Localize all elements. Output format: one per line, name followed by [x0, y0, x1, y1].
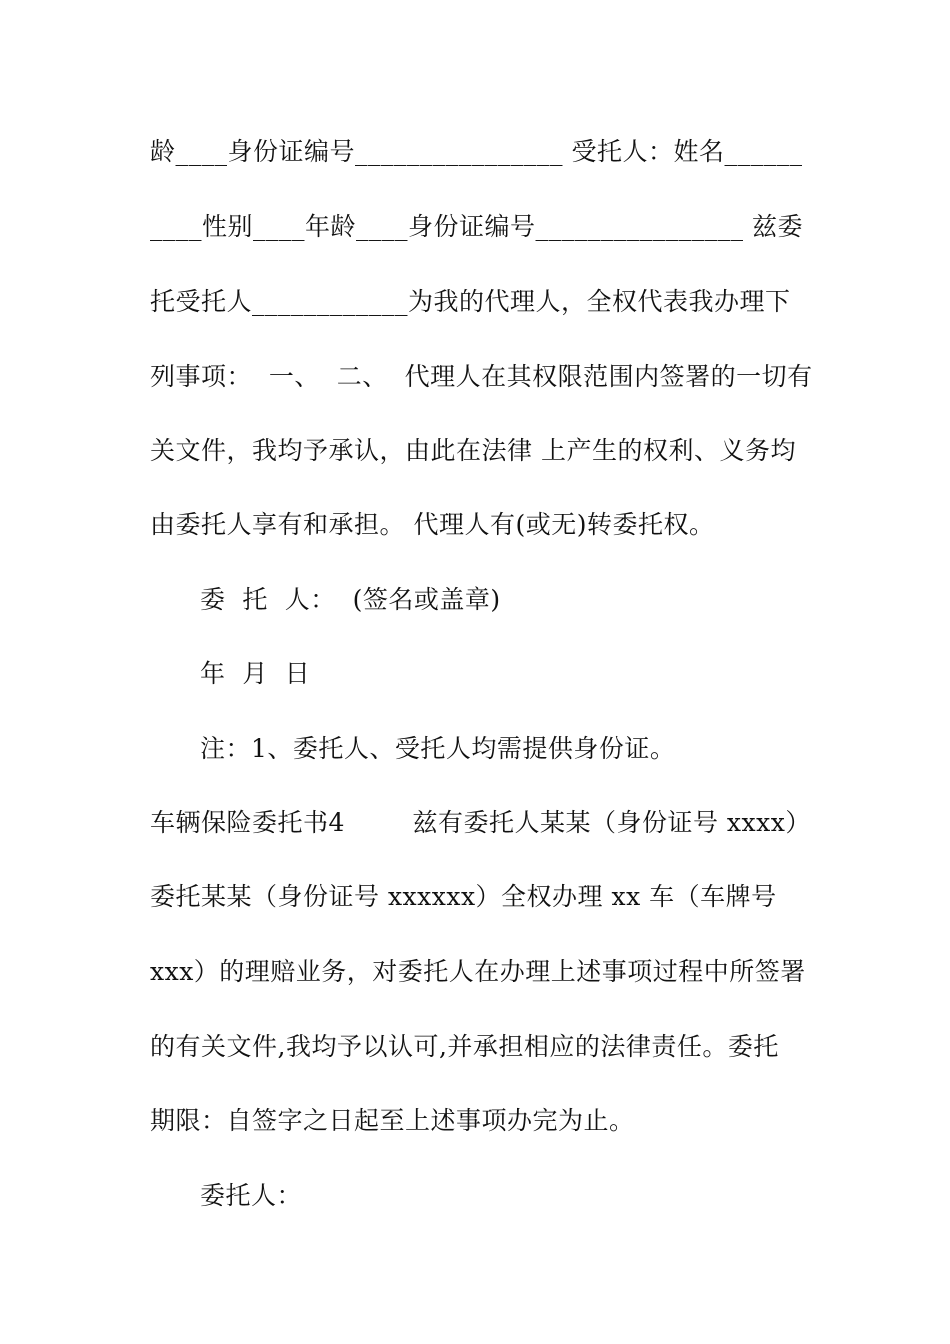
text-line: 的有关文件,我均予以认可,并承担相应的法律责任。委托	[150, 1032, 779, 1061]
text-line: xxx）的理赔业务，对委托人在办理上述事项过程中所签署	[150, 957, 806, 986]
text-line: 委托某某（身份证号 xxxxxx）全权办理 xx 车（车牌号	[150, 882, 777, 911]
signature-label: 委 托 人： (签名或盖章)	[200, 585, 501, 614]
signature-label: 委托人：	[200, 1181, 303, 1210]
text-line: 托受托人____________为我的代理人，全权代表我办理下	[150, 287, 791, 316]
text-line: ____性别____年龄____身份证编号________________ 兹委	[150, 212, 803, 241]
text-line: 关文件，我均予承认，由此在法律 上产生的权利、义务均	[150, 436, 796, 465]
text-line: 期限：自签字之日起至上述事项办完为止。	[150, 1106, 635, 1135]
date-line: 年 月 日	[200, 659, 311, 688]
text-line: 由委托人享有和承担。 代理人有(或无)转委托权。	[150, 510, 715, 539]
text-line: 列事项： 一、 二、 代理人在其权限范围内签署的一切有	[150, 362, 813, 391]
note-line: 注：1、委托人、受托人均需提供身份证。	[200, 734, 676, 763]
text-line: 龄____身份证编号________________ 受托人：姓名______	[150, 137, 803, 166]
section-title-line: 车辆保险委托书4 兹有委托人某某（身份证号 xxxx）	[150, 808, 811, 837]
